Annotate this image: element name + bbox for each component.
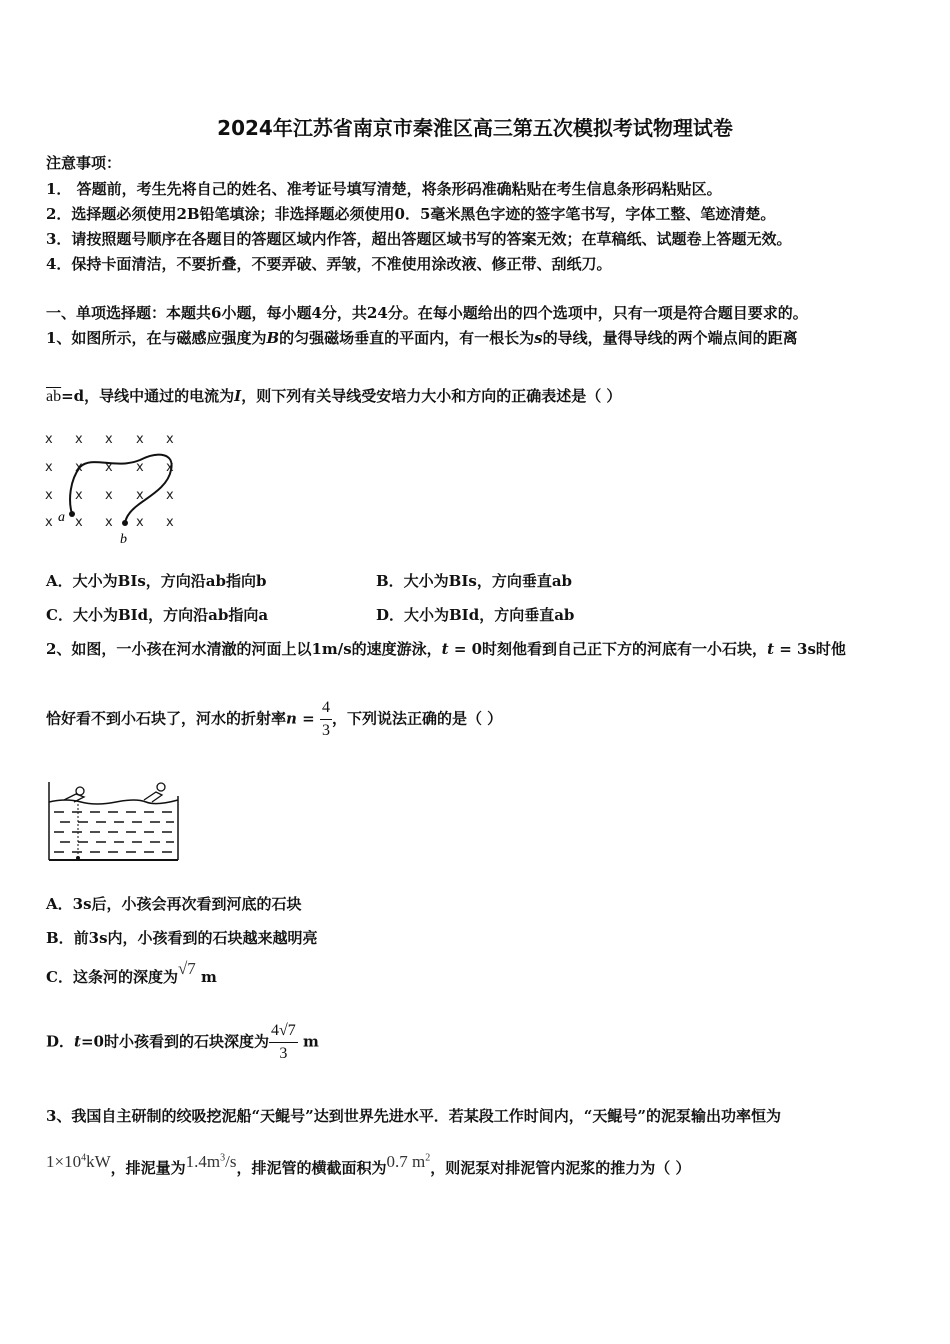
q2-stem-line2: 恰好看不到小石块了，河水的折射率n = $\frac{4}{3}$ ，下列说法正确的是（ ）	[46, 699, 503, 739]
endpoint-a	[69, 511, 75, 517]
power-value: $1\times 10^4kW$	[46, 1152, 111, 1171]
field-mark: x	[105, 488, 113, 503]
q1-stem-line1: 1、如图所示，在与磁感应强度为B的匀强磁场垂直的平面内，有一根长为s的导线，量得导线的两个端点间的距离	[46, 329, 798, 347]
field-mark: x	[166, 515, 174, 530]
field-mark: x	[105, 432, 113, 447]
q2-stem-line1: 2、如图，一小孩在河水清澈的河面上以1m/s的速度游泳，t = 0时刻他看到自己正下方的河底有一小石块，t = 3s时他	[46, 640, 846, 658]
field-mark: x	[75, 488, 83, 503]
field-mark: x	[136, 515, 144, 530]
q1-option-b: B．大小为BIs，方向垂直ab	[376, 572, 573, 590]
label-a: a	[58, 510, 65, 525]
field-mark: x	[105, 515, 113, 530]
stone	[76, 856, 80, 860]
depth-value: √7	[177, 959, 196, 978]
wire	[70, 455, 172, 523]
field-mark: x	[75, 515, 83, 530]
q3-stem-line1: 3、我国自主研制的绞吸挖泥船“天鲲号”达到世界先进水平．若某段工作时间内，“天鲲号”的泥泵输出功率恒为	[46, 1107, 781, 1125]
q1-option-a: A．大小为BIs，方向沿ab指向b	[46, 572, 267, 590]
apparent-depth-fraction: $\frac{4√7}{3}$	[270, 1022, 296, 1062]
q1-stem-line2: $\overline{ab}=d$，导线中通过的电流为I，则下列有关导线受安培力大小和方向的正确表述是（ ）	[46, 387, 622, 405]
area-value: 0.7 $m^2$	[386, 1152, 431, 1171]
field-mark: x	[166, 432, 174, 447]
label-b: b	[120, 532, 127, 547]
q1-figure	[40, 425, 190, 550]
q2-option-c: C．这条河的深度为√7 m	[46, 959, 217, 986]
q2-figure	[46, 780, 181, 862]
q1-option-c: C．大小为BId，方向沿ab指向a	[46, 606, 269, 624]
ab-segment: $\overline{ab}$	[46, 388, 62, 405]
field-mark: x	[75, 432, 83, 447]
q2-option-d: D．t=0时小孩看到的石块深度为 $\frac{4√7}{3}$ m	[46, 1022, 319, 1062]
swimmer-right	[144, 783, 165, 802]
field-mark: x	[105, 460, 113, 475]
q3-stem-line2: $1\times 10^4kW$，排泥量为$1.4m^3/s$，排泥管的横截面积为0.7 $m^2$，则泥泵对排泥管内泥浆的推力为（ ）	[46, 1152, 691, 1177]
notice-item-2: 2．选择题必须使用2B铅笔填涂；非选择题必须使用0．5毫米黑色字迹的签字笔书写，字体工整、笔迹清楚。	[46, 205, 776, 223]
field-mark: x	[166, 488, 174, 503]
q1-option-d: D．大小为BId，方向垂直ab	[376, 606, 575, 624]
field-mark: x	[75, 460, 83, 475]
page-title: 2024年江苏省南京市秦淮区高三第五次模拟考试物理试卷	[217, 116, 733, 140]
section-heading: 一、单项选择题：本题共6小题，每小题4分，共24分。在每小题给出的四个选项中，只有一项是符合题目要求的。	[46, 304, 808, 322]
field-mark: x	[45, 432, 53, 447]
notice-item-1: 1． 答题前，考生先将自己的姓名、准考证号填写清楚，将条形码准确粘贴在考生信息条形码粘贴区。	[46, 180, 722, 198]
field-mark: x	[136, 460, 144, 475]
field-mark: x	[45, 515, 53, 530]
field-mark: x	[136, 432, 144, 447]
field-mark: x	[166, 460, 174, 475]
endpoint-b	[122, 520, 128, 526]
notice-heading: 注意事项：	[46, 154, 122, 172]
notice-item-3: 3．请按照题号顺序在各题目的答题区域内作答，超出答题区域书写的答案无效；在草稿纸、试题卷上答题无效。	[46, 230, 792, 248]
flow-value: $1.4m^3/s$	[185, 1152, 237, 1171]
q2-option-b: B．前3s内，小孩看到的石块越来越明亮	[46, 929, 318, 947]
notice-item-4: 4．保持卡面清洁，不要折叠，不要弄破、弄皱，不准使用涂改液、修正带、刮纸刀。	[46, 255, 612, 273]
q2-option-a: A．3s后，小孩会再次看到河底的石块	[46, 895, 302, 913]
field-mark: x	[45, 460, 53, 475]
refractive-index-fraction: $\frac{4}{3}$	[321, 699, 330, 739]
field-mark: x	[136, 488, 144, 503]
field-mark: x	[45, 488, 53, 503]
